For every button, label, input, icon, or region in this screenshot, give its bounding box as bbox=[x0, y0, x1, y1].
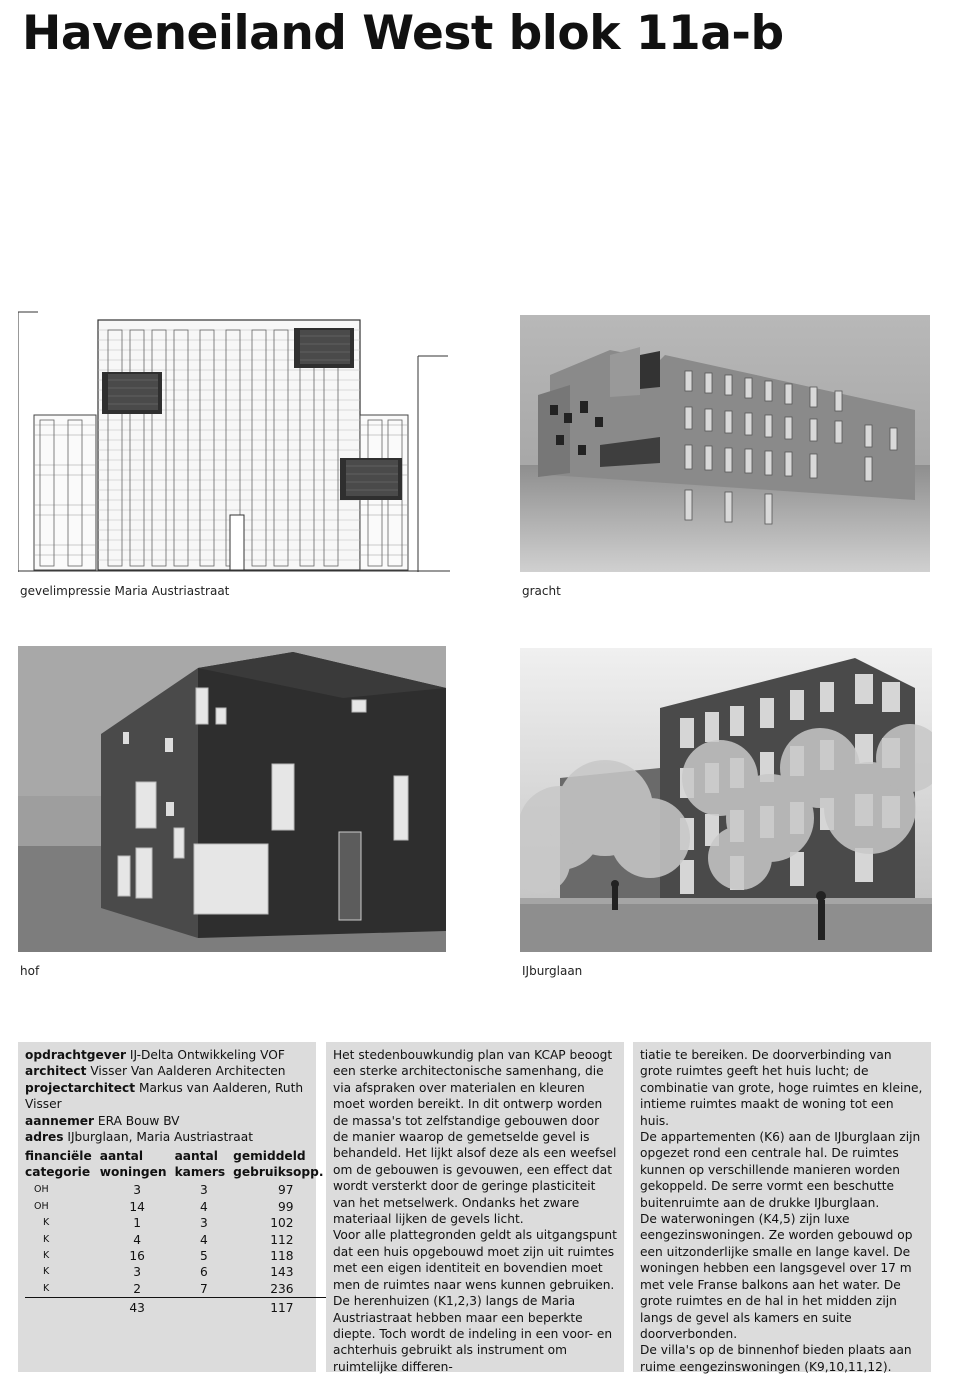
table-header: gemiddeld gebruiksopp. bbox=[233, 1149, 324, 1180]
table-row: K 16 5 118 bbox=[43, 1249, 294, 1264]
text-column-2 bbox=[326, 1042, 624, 1372]
street-rendering-image bbox=[520, 648, 932, 952]
paragraph: De villa's op de binnenhof bieden plaats aan ruime eengezinswoningen (K9,10,11,12). bbox=[640, 1343, 912, 1374]
courtyard-rendering-image bbox=[18, 646, 446, 952]
credit-client: opdrachtgever IJ-Delta Ontwikkeling VOF bbox=[25, 1048, 285, 1062]
paragraph: Voor alle plattegronden geldt als uitgangspunt dat een huis opgebouwd moet zijn uit ruimtes met een eigen identiteit en bovendien moet men de ruimtes naar wens kunnen gebruiken. bbox=[333, 1228, 617, 1292]
table-header-row bbox=[25, 1148, 332, 1182]
caption-elevation: gevelimpressie Maria Austriastraat bbox=[20, 584, 230, 598]
table-row: K 2 7 236 bbox=[43, 1281, 294, 1296]
canal-rendering-image bbox=[520, 315, 930, 572]
page-title: Haveneiland West blok 11a-b bbox=[22, 6, 784, 61]
table-row: K 3 6 143 bbox=[43, 1265, 294, 1280]
paragraph: De appartementen (K6) aan de IJburglaan zijn opgezet rond een centrale hal. De ruimtes kunnen op verschillende manieren worden gekoppeld. De serre vormt een beschutte buitenruimte aan de drukke IJburglaan. bbox=[640, 1130, 921, 1210]
credit-project-architect: projectarchitect Markus van Aalderen, Ruth Visser bbox=[25, 1080, 304, 1112]
paragraph: De herenhuizen (K1,2,3) langs de Maria Austriastraat hebben maar een beperkte diepte. Toch wordt de indeling in een voor- en achterhuis gebruikt als instrument om ruimtelijke differen- bbox=[333, 1294, 613, 1374]
paragraph: Het stedenbouwkundig plan van KCAP beoogt een sterke architectonische samenhang, die via afspraken over materialen en kleuren moet worden bereikt. In dit ontwerp worden de massa's tot zelfstandige gebouwen door de manier waarop de gemetselde gevel is behandeld. Het lijkt alsof deze als een weefsel om de gebouwen is gevouwen, een effect dat wordt versterkt door de geringe plasticiteit van het metselwerk. Ondanks het zware materiaal lijken de gevels licht. bbox=[333, 1048, 617, 1227]
table-row: OH 14 4 99 bbox=[34, 1199, 294, 1214]
housing-statistics-table bbox=[25, 1148, 332, 1316]
text-column-3 bbox=[633, 1042, 931, 1372]
caption-courtyard: hof bbox=[20, 964, 40, 978]
table-total-row: 43 117 bbox=[25, 1298, 332, 1317]
caption-canal: gracht bbox=[522, 584, 561, 598]
caption-street: IJburglaan bbox=[522, 964, 583, 978]
elevation-drawing-image bbox=[18, 300, 450, 572]
paragraph: tiatie te bereiken. De doorverbinding van grote ruimtes geeft het huis lucht; de combinatie van grote, hoge ruimtes en kleine, intieme ruimtes maakt de woning tot een huis. bbox=[640, 1048, 923, 1128]
credit-architect: architect Visser Van Aalderen Architecten bbox=[25, 1064, 286, 1079]
credit-address: adres IJburglaan, Maria Austriastraat bbox=[25, 1130, 253, 1145]
credit-contractor: aannemer ERA Bouw BV bbox=[25, 1113, 180, 1128]
table-header: financiële categorie bbox=[25, 1149, 92, 1180]
table-row: OH 3 3 97 bbox=[34, 1183, 294, 1198]
project-info-box bbox=[18, 1042, 324, 1372]
table-header: aantal kamers bbox=[174, 1149, 226, 1180]
paragraph: De waterwoningen (K4,5) zijn luxe eengezinswoningen. Ze worden gebouwd op een uitzonderlijke smalle en lange kavel. De woningen hebben een langsgevel over 17 m met vele Franse balkons aan het water. De grote ruimtes en de hal in het midden zijn langs de gevel als kamers en suite doorverbonden. bbox=[640, 1212, 913, 1341]
table-header: aantal woningen bbox=[99, 1149, 167, 1180]
table-row: K 4 4 112 bbox=[43, 1232, 294, 1247]
table-row: K 1 3 102 bbox=[43, 1216, 294, 1231]
